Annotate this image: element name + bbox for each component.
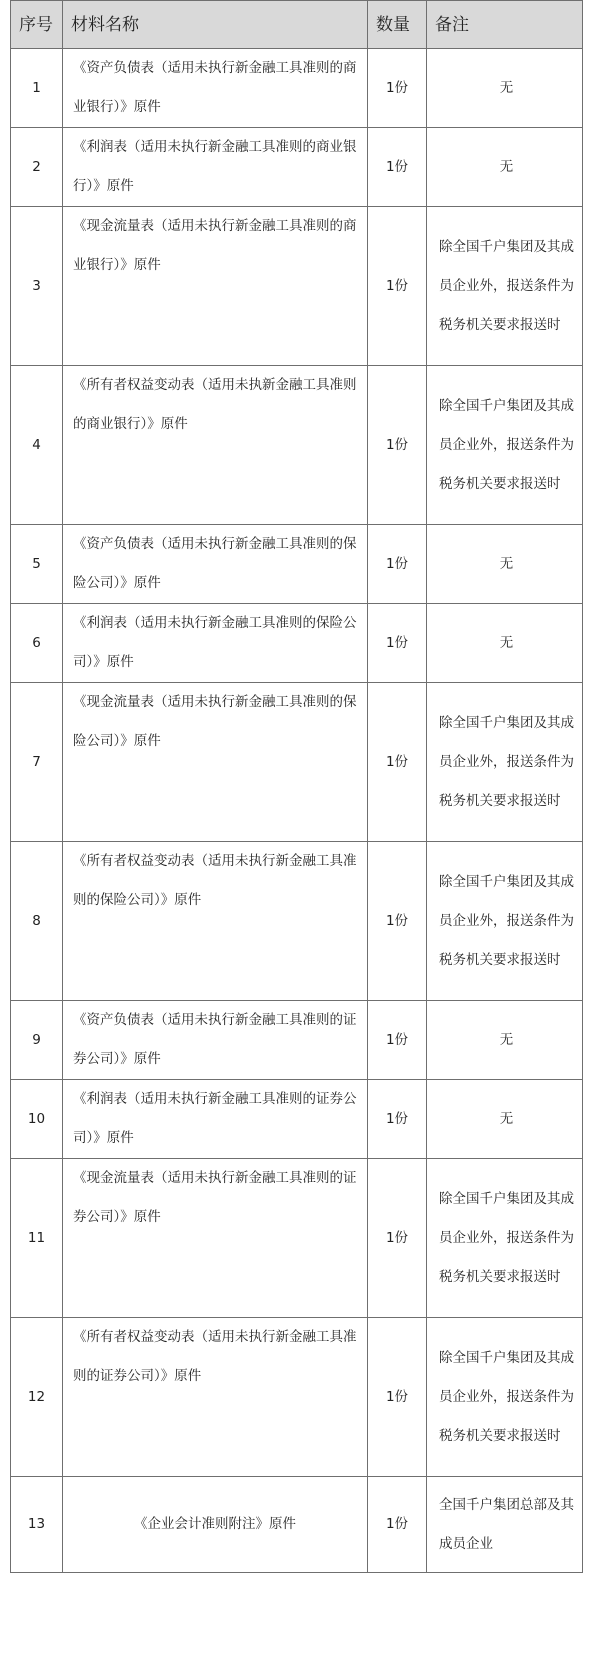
material-name <box>63 683 368 842</box>
table-row <box>11 1477 583 1573</box>
material-name-text: 《现金流量表（适用未执行新金融工具准则的证券公司）》原件 <box>73 1170 357 1225</box>
remark-text: 无 <box>499 79 514 96</box>
material-name-text: 《企业会计准则附注》原件 <box>134 1516 296 1532</box>
header-name: 材料名称 <box>63 1 368 49</box>
material-name-text: 《现金流量表（适用未执行新金融工具准则的商业银行）》原件 <box>73 218 357 273</box>
table-row <box>11 1318 583 1477</box>
table-row <box>11 842 583 1001</box>
quantity: 1份 <box>368 683 427 842</box>
table-row <box>11 49 583 128</box>
material-name <box>63 1080 368 1159</box>
remark-text: 无 <box>499 555 514 572</box>
header-remark: 备注 <box>427 1 583 49</box>
material-name <box>63 207 368 366</box>
remark <box>427 525 583 604</box>
table-header-row <box>11 1 583 49</box>
row-number: 2 <box>11 128 63 207</box>
table-row <box>11 604 583 683</box>
remark <box>427 842 583 1001</box>
remark-text: 除全国千户集团及其成员企业外，报送条件为税务机关要求报送时 <box>439 714 574 809</box>
quantity: 1份 <box>368 207 427 366</box>
remark <box>427 1001 583 1080</box>
remark <box>427 366 583 525</box>
material-name-text: 《资产负债表（适用未执行新金融工具准则的保险公司）》原件 <box>73 536 357 591</box>
remark-text: 无 <box>499 158 514 175</box>
quantity: 1份 <box>368 1080 427 1159</box>
row-number: 8 <box>11 842 63 1001</box>
quantity: 1份 <box>368 525 427 604</box>
material-name <box>63 842 368 1001</box>
row-number: 10 <box>11 1080 63 1159</box>
table-row <box>11 128 583 207</box>
material-name <box>63 1001 368 1080</box>
material-name-text: 《现金流量表（适用未执行新金融工具准则的保险公司）》原件 <box>73 694 357 749</box>
remark-text: 全国千户集团总部及其成员企业 <box>439 1496 574 1552</box>
remark-text: 除全国千户集团及其成员企业外，报送条件为税务机关要求报送时 <box>439 397 574 492</box>
remark <box>427 1477 583 1573</box>
remark-text: 无 <box>499 634 514 651</box>
material-name <box>63 1318 368 1477</box>
material-name-text: 《利润表（适用未执行新金融工具准则的证券公司）》原件 <box>73 1091 357 1146</box>
remark <box>427 683 583 842</box>
remark <box>427 1159 583 1318</box>
header-qty: 数量 <box>368 1 427 49</box>
remark-text: 除全国千户集团及其成员企业外，报送条件为税务机关要求报送时 <box>439 873 574 968</box>
table-row <box>11 207 583 366</box>
table-row <box>11 683 583 842</box>
quantity: 1份 <box>368 1318 427 1477</box>
row-number: 3 <box>11 207 63 366</box>
table-row <box>11 366 583 525</box>
material-name <box>63 366 368 525</box>
materials-table <box>10 0 583 1573</box>
remark <box>427 49 583 128</box>
row-number: 13 <box>11 1477 63 1573</box>
table-row <box>11 1080 583 1159</box>
quantity: 1份 <box>368 1477 427 1573</box>
material-name <box>63 49 368 128</box>
remark <box>427 128 583 207</box>
material-name <box>63 1159 368 1318</box>
material-name <box>63 1477 368 1573</box>
material-name <box>63 525 368 604</box>
quantity: 1份 <box>368 49 427 128</box>
remark-text: 无 <box>499 1031 514 1048</box>
quantity: 1份 <box>368 842 427 1001</box>
material-name-text: 《资产负债表（适用未执行新金融工具准则的商业银行）》原件 <box>73 60 357 115</box>
material-name-text: 《利润表（适用未执行新金融工具准则的商业银行）》原件 <box>73 139 357 194</box>
row-number: 12 <box>11 1318 63 1477</box>
material-name-text: 《利润表（适用未执行新金融工具准则的保险公司）》原件 <box>73 615 357 670</box>
quantity: 1份 <box>368 1159 427 1318</box>
material-name-text: 《所有者权益变动表（适用未执行新金融工具准则的证券公司）》原件 <box>73 1329 357 1384</box>
row-number: 4 <box>11 366 63 525</box>
remark <box>427 1080 583 1159</box>
row-number: 11 <box>11 1159 63 1318</box>
row-number: 5 <box>11 525 63 604</box>
row-number: 6 <box>11 604 63 683</box>
remark-text: 除全国千户集团及其成员企业外，报送条件为税务机关要求报送时 <box>439 1190 574 1285</box>
table-row <box>11 1001 583 1080</box>
remark <box>427 1318 583 1477</box>
remark-text: 无 <box>499 1110 514 1127</box>
quantity: 1份 <box>368 366 427 525</box>
quantity: 1份 <box>368 604 427 683</box>
row-number: 7 <box>11 683 63 842</box>
remark-text: 除全国千户集团及其成员企业外，报送条件为税务机关要求报送时 <box>439 238 574 333</box>
table-row <box>11 525 583 604</box>
quantity: 1份 <box>368 1001 427 1080</box>
table-row <box>11 1159 583 1318</box>
remark <box>427 207 583 366</box>
row-number: 1 <box>11 49 63 128</box>
header-no: 序号 <box>11 1 63 49</box>
remark <box>427 604 583 683</box>
row-number: 9 <box>11 1001 63 1080</box>
material-name-text: 《资产负债表（适用未执行新金融工具准则的证券公司）》原件 <box>73 1012 357 1067</box>
material-name <box>63 604 368 683</box>
quantity: 1份 <box>368 128 427 207</box>
material-name <box>63 128 368 207</box>
material-name-text: 《所有者权益变动表（适用未执行新金融工具准则的保险公司）》原件 <box>73 853 357 908</box>
remark-text: 除全国千户集团及其成员企业外，报送条件为税务机关要求报送时 <box>439 1349 574 1444</box>
material-name-text: 《所有者权益变动表（适用未执新金融工具准则的商业银行）》原件 <box>73 377 357 432</box>
